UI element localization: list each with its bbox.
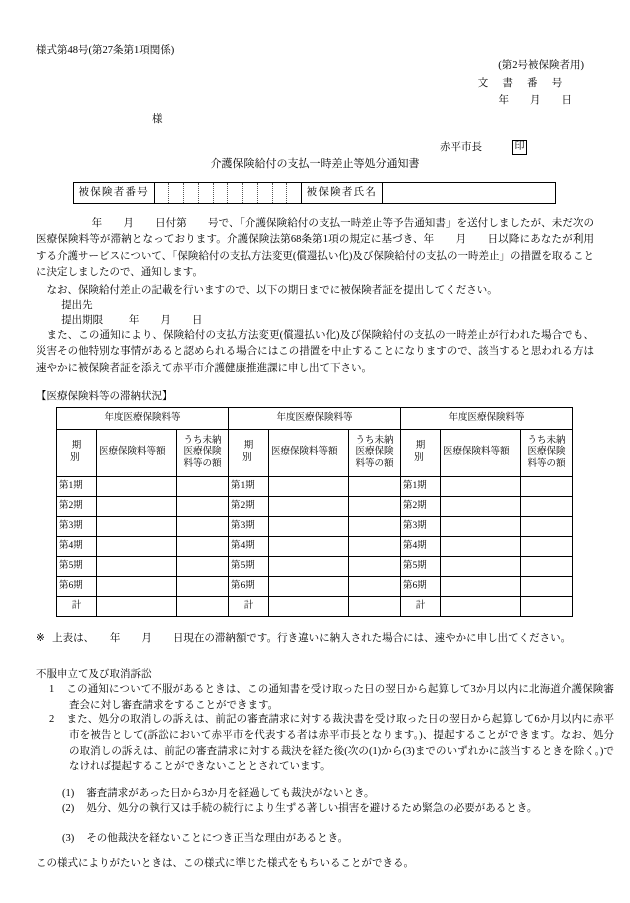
arrears-unpaid-field[interactable] [177, 537, 229, 557]
submit-to-label: 提出先 [61, 300, 93, 311]
arrears-year-group-header: 年度医療保険料等 [229, 408, 401, 430]
appeal-item-1 [49, 682, 614, 714]
insured-number-cell[interactable] [155, 183, 170, 203]
arrears-unpaid-field[interactable] [521, 597, 573, 617]
arrears-header-amount: 医療保険料等額 [269, 430, 349, 477]
arrears-period-label: 第1期 [229, 477, 269, 497]
arrears-header-amount: 医療保険料等額 [97, 430, 177, 477]
arrears-section-heading: 【医療保険料等の滞納状況】 [36, 391, 173, 402]
appeal-item-1-number: 1 [49, 684, 55, 695]
arrears-period-label: 第6期 [57, 577, 97, 597]
arrears-header-amount: 医療保険料等額 [441, 430, 521, 477]
arrears-unpaid-field[interactable] [177, 477, 229, 497]
appeal-subitem-2-text: 処分、処分の執行又は手続の続行により生ずる著しい損害を避けるため緊急の必要があるとき。 [86, 803, 538, 814]
arrears-header-period: 期 別 [229, 430, 269, 477]
arrears-unpaid-field[interactable] [349, 537, 401, 557]
arrears-amount-field[interactable] [441, 517, 521, 537]
appeal-subitem-1-text: 審査請求があった日から3か月を経過しても裁決がないとき。 [86, 788, 375, 799]
arrears-amount-field[interactable] [269, 557, 349, 577]
arrears-unpaid-field[interactable] [521, 497, 573, 517]
notice-paragraph-1: 年 月 日付第 号で、「介護保険給付の支払一時差止等予告通知書」を送付しましたが、未だ次の医療保険料等が滞納となっております。介護保険法第68条第1項の規定に基づき、年 月 日以降にあなたが利用する介護サービスについて、「保険給付の支払方法変更(償還払い化)及び保険給付の支払の一時差止」の措置を取ることに決定しましたので、通知します。 [36, 218, 594, 279]
arrears-amount-field[interactable] [269, 577, 349, 597]
arrears-period-label: 第4期 [229, 537, 269, 557]
table-row [57, 517, 573, 537]
arrears-period-label: 第5期 [401, 557, 441, 577]
page-title: 介護保険給付の支払一時差止等処分通知書 [210, 158, 420, 170]
arrears-amount-field[interactable] [441, 477, 521, 497]
appeal-item-1-text: この通知について不服があるときは、この通知書を受け取った日の翌日から起算して3か月以内に北海道介護保険審査会に対し審査請求をすることができます。 [66, 684, 614, 711]
arrears-total-label: 計 [229, 597, 269, 617]
arrears-year-group-header: 年度医療保険料等 [57, 408, 229, 430]
arrears-total-row [57, 597, 573, 617]
arrears-unpaid-field[interactable] [177, 557, 229, 577]
issuer-name: 赤平市長 [440, 142, 482, 153]
arrears-unpaid-field[interactable] [349, 477, 401, 497]
insured-number-label: 被保険者番号 [74, 183, 155, 204]
table-row [57, 537, 573, 557]
arrears-amount-field[interactable] [269, 517, 349, 537]
insured-type-label: (第2号被保険者用) [498, 60, 584, 71]
notice-paragraph-2: なお、保険給付差止の記載を行いますので、以下の期日までに被保険者証を提出してください。 [46, 285, 498, 296]
arrears-period-label: 第2期 [57, 497, 97, 517]
table-row [57, 557, 573, 577]
arrears-amount-field[interactable] [97, 597, 177, 617]
arrears-period-label: 第6期 [229, 577, 269, 597]
arrears-unpaid-field[interactable] [521, 557, 573, 577]
appeal-section-heading: 不服申立て及び取消訴訟 [36, 669, 152, 680]
document-number-label: 文 書 番 号 [477, 78, 568, 89]
insured-number-cell[interactable] [169, 183, 184, 203]
insured-number-cell[interactable] [228, 183, 243, 203]
form-code-label: 様式第48号(第27条第1項関係) [36, 45, 175, 56]
insured-number-cells[interactable] [155, 183, 302, 203]
arrears-header-period: 期 別 [57, 430, 97, 477]
arrears-header-period: 期 別 [401, 430, 441, 477]
seal-stamp-icon: 印 [512, 140, 527, 155]
appeal-item-2-number: 2 [49, 714, 55, 725]
arrears-unpaid-field[interactable] [521, 577, 573, 597]
arrears-amount-field[interactable] [441, 537, 521, 557]
arrears-amount-field[interactable] [97, 497, 177, 517]
insured-number-cell[interactable] [287, 183, 301, 203]
insured-info-table [73, 182, 556, 204]
arrears-period-label: 第1期 [401, 477, 441, 497]
table-row [74, 183, 556, 204]
addressee-honorific: 様 [152, 114, 163, 125]
insured-number-cell[interactable] [199, 183, 214, 203]
table-row [57, 477, 573, 497]
insured-number-cell[interactable] [273, 183, 288, 203]
arrears-amount-field[interactable] [269, 477, 349, 497]
notice-paragraph-3: また、この通知により、保険給付の支払方法変更(償還払い化)及び保険給付の支払の一時差止が行われた場合でも、災害その他特別な事情があると認められる場合にはこの措置を中止することになりますので、該当すると思われる方は速やかに被保険者証を添えて赤平市介護健康推進課に申し出て下さい。 [36, 330, 594, 374]
arrears-amount-field[interactable] [97, 477, 177, 497]
document-date-label: 年 月 日 [498, 95, 572, 106]
arrears-subheader-row [57, 430, 573, 477]
arrears-total-label: 計 [401, 597, 441, 617]
arrears-unpaid-field[interactable] [521, 517, 573, 537]
arrears-year-group-header: 年度医療保険料等 [401, 408, 573, 430]
note-text: 上表は、 年 月 日現在の滞納額です。行き違いに納入された場合には、速やかに申し出てください。 [52, 633, 572, 644]
submit-due-row [36, 313, 202, 329]
arrears-amount-field[interactable] [441, 597, 521, 617]
arrears-amount-field[interactable] [441, 497, 521, 517]
arrears-amount-field[interactable] [441, 577, 521, 597]
arrears-amount-field[interactable] [441, 557, 521, 577]
table-row [57, 497, 573, 517]
arrears-period-label: 第4期 [401, 537, 441, 557]
arrears-unpaid-field[interactable] [349, 597, 401, 617]
arrears-amount-field[interactable] [269, 537, 349, 557]
arrears-header-unpaid: うち未納医療保険料等の額 [349, 430, 401, 477]
arrears-unpaid-field[interactable] [521, 537, 573, 557]
insured-name-label: 被保険者氏名 [302, 183, 383, 204]
insured-name-field[interactable] [382, 183, 555, 204]
arrears-unpaid-field[interactable] [177, 497, 229, 517]
arrears-amount-field[interactable] [97, 517, 177, 537]
note-mark-icon: ※ [36, 633, 45, 644]
arrears-group-header-row [57, 408, 573, 430]
arrears-period-label: 第2期 [401, 497, 441, 517]
arrears-period-label: 第3期 [401, 517, 441, 537]
insured-number-field[interactable] [154, 183, 302, 204]
arrears-header-unpaid: うち未納医療保険料等の額 [177, 430, 229, 477]
arrears-period-label: 第1期 [57, 477, 97, 497]
arrears-unpaid-field[interactable] [349, 577, 401, 597]
appeal-subitem-3 [62, 831, 624, 847]
issuer-row [440, 140, 527, 156]
arrears-unpaid-field[interactable] [521, 477, 573, 497]
submit-to-row [36, 298, 93, 314]
arrears-period-label: 第6期 [401, 577, 441, 597]
arrears-note [36, 631, 594, 647]
insured-number-cell[interactable] [243, 183, 258, 203]
arrears-unpaid-field[interactable] [177, 597, 229, 617]
insured-number-cell[interactable] [184, 183, 199, 203]
insured-number-cell[interactable] [258, 183, 273, 203]
appeal-subitem-3-number: (3) [62, 833, 75, 844]
arrears-total-label: 計 [57, 597, 97, 617]
arrears-amount-field[interactable] [97, 577, 177, 597]
appeal-subitem-1-number: (1) [62, 788, 75, 799]
arrears-amount-field[interactable] [269, 497, 349, 517]
arrears-period-label: 第3期 [57, 517, 97, 537]
footer-note: この様式によりがたいときは、この様式に準じた様式をもちいることができる。 [36, 858, 414, 869]
appeal-item-2 [49, 712, 614, 775]
arrears-unpaid-field[interactable] [177, 517, 229, 537]
appeal-item-2-text: また、処分の取消しの訴えは、前記の審査請求に対する裁決書を受け取った日の翌日から起算して6か月以内に赤平市を被告として(訴訟において赤平市を代表する者は赤平市長となります。)、提起することができます。なお、処分の取消しの訴えは、前記の審査請求に対する裁決を経た後(次の(1)から(3)までのいずれかに該当するときを除く。)でなければ提起することができないこととされています。 [66, 714, 615, 773]
table-row [57, 577, 573, 597]
arrears-period-label: 第4期 [57, 537, 97, 557]
arrears-unpaid-field[interactable] [177, 577, 229, 597]
submit-due-label: 提出期限 [61, 315, 104, 326]
arrears-period-label: 第2期 [229, 497, 269, 517]
appeal-subitem-2 [62, 801, 624, 817]
arrears-period-label: 第5期 [229, 557, 269, 577]
arrears-amount-field[interactable] [97, 557, 177, 577]
arrears-amount-field[interactable] [269, 597, 349, 617]
arrears-period-label: 第3期 [229, 517, 269, 537]
appeal-subitem-3-text: その他裁決を経ないことにつき正当な理由があるとき。 [86, 833, 349, 844]
insured-number-cell[interactable] [214, 183, 229, 203]
arrears-unpaid-field[interactable] [349, 497, 401, 517]
arrears-amount-field[interactable] [97, 537, 177, 557]
arrears-unpaid-field[interactable] [349, 517, 401, 537]
submit-due-value[interactable]: 年 月 日 [128, 315, 203, 326]
arrears-period-label: 第5期 [57, 557, 97, 577]
appeal-subitem-1 [62, 786, 624, 802]
appeal-subitem-2-number: (2) [62, 803, 75, 814]
arrears-table [56, 407, 573, 617]
arrears-header-unpaid: うち未納医療保険料等の額 [521, 430, 573, 477]
arrears-unpaid-field[interactable] [349, 557, 401, 577]
